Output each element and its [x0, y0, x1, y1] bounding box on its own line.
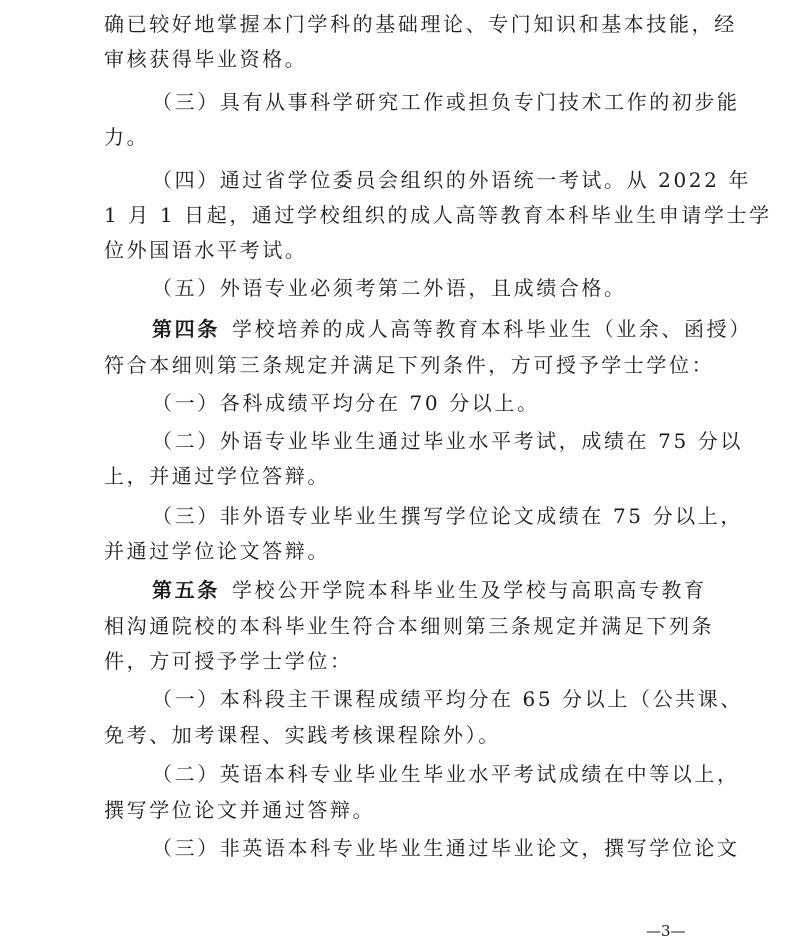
paragraph-line-14: （三）非外语专业毕业生撰写学位论文成绩在 75 分以上，	[152, 504, 743, 528]
article-four-heading: 第四条	[152, 317, 220, 341]
paragraph-line-12: （二）外语专业毕业生通过毕业水平考试，成绩在 75 分以	[152, 429, 743, 453]
paragraph-line-16: 学校公开学院本科毕业生及学校与高职高专教育	[232, 578, 707, 602]
paragraph-line-7: 位外国语水平考试。	[104, 238, 308, 262]
paragraph-line-8: （五）外语专业必须考第二外语，且成绩合格。	[152, 276, 627, 300]
paragraph-line-3: （三）具有从事科学研究工作或担负专门技术工作的初步能	[152, 90, 740, 114]
article-five-heading: 第五条	[152, 578, 220, 602]
paragraph-line-17: 相沟通院校的本科毕业生符合本细则第三条规定并满足下列条	[104, 614, 715, 638]
paragraph-line-19: （一）本科段主干课程成绩平均分在 65 分以上（公共课、	[152, 687, 743, 711]
paragraph-line-22: 撰写学位论文并通过答辩。	[104, 798, 376, 822]
paragraph-line-5: （四）通过省学位委员会组织的外语统一考试。从 2022 年	[152, 168, 752, 192]
paragraph-line-20: 免考、加考课程、实践考核课程除外）。	[104, 723, 501, 747]
paragraph-line-10: 符合本细则第三条规定并满足下列条件，方可授予学士学位：	[104, 353, 715, 377]
paragraph-line-15: 并通过学位论文答辩。	[104, 539, 330, 563]
paragraph-line-18: 件，方可授予学士学位：	[104, 649, 353, 673]
paragraph-line-13: 上，并通过学位答辩。	[104, 464, 330, 488]
paragraph-line-2: 审核获得毕业资格。	[104, 47, 308, 71]
paragraph-line-1: 确已较好地掌握本门学科的基础理论、专门知识和基本技能，经	[104, 12, 737, 36]
paragraph-line-11: （一）各科成绩平均分在 70 分以上。	[152, 391, 540, 415]
paragraph-line-23: （三）非英语本科专业毕业生通过毕业论文，撰写学位论文	[152, 836, 740, 860]
page-number: —3—	[646, 922, 686, 940]
paragraph-line-21: （二）英语本科专业毕业生毕业水平考试成绩在中等以上，	[152, 762, 740, 786]
paragraph-line-6: 1 月 1 日起，通过学校组织的成人高等教育本科毕业生申请学士学	[104, 203, 772, 227]
paragraph-line-4: 力。	[104, 125, 150, 149]
paragraph-line-9: 学校培养的成人高等教育本科毕业生（业余、函授）	[232, 317, 752, 341]
